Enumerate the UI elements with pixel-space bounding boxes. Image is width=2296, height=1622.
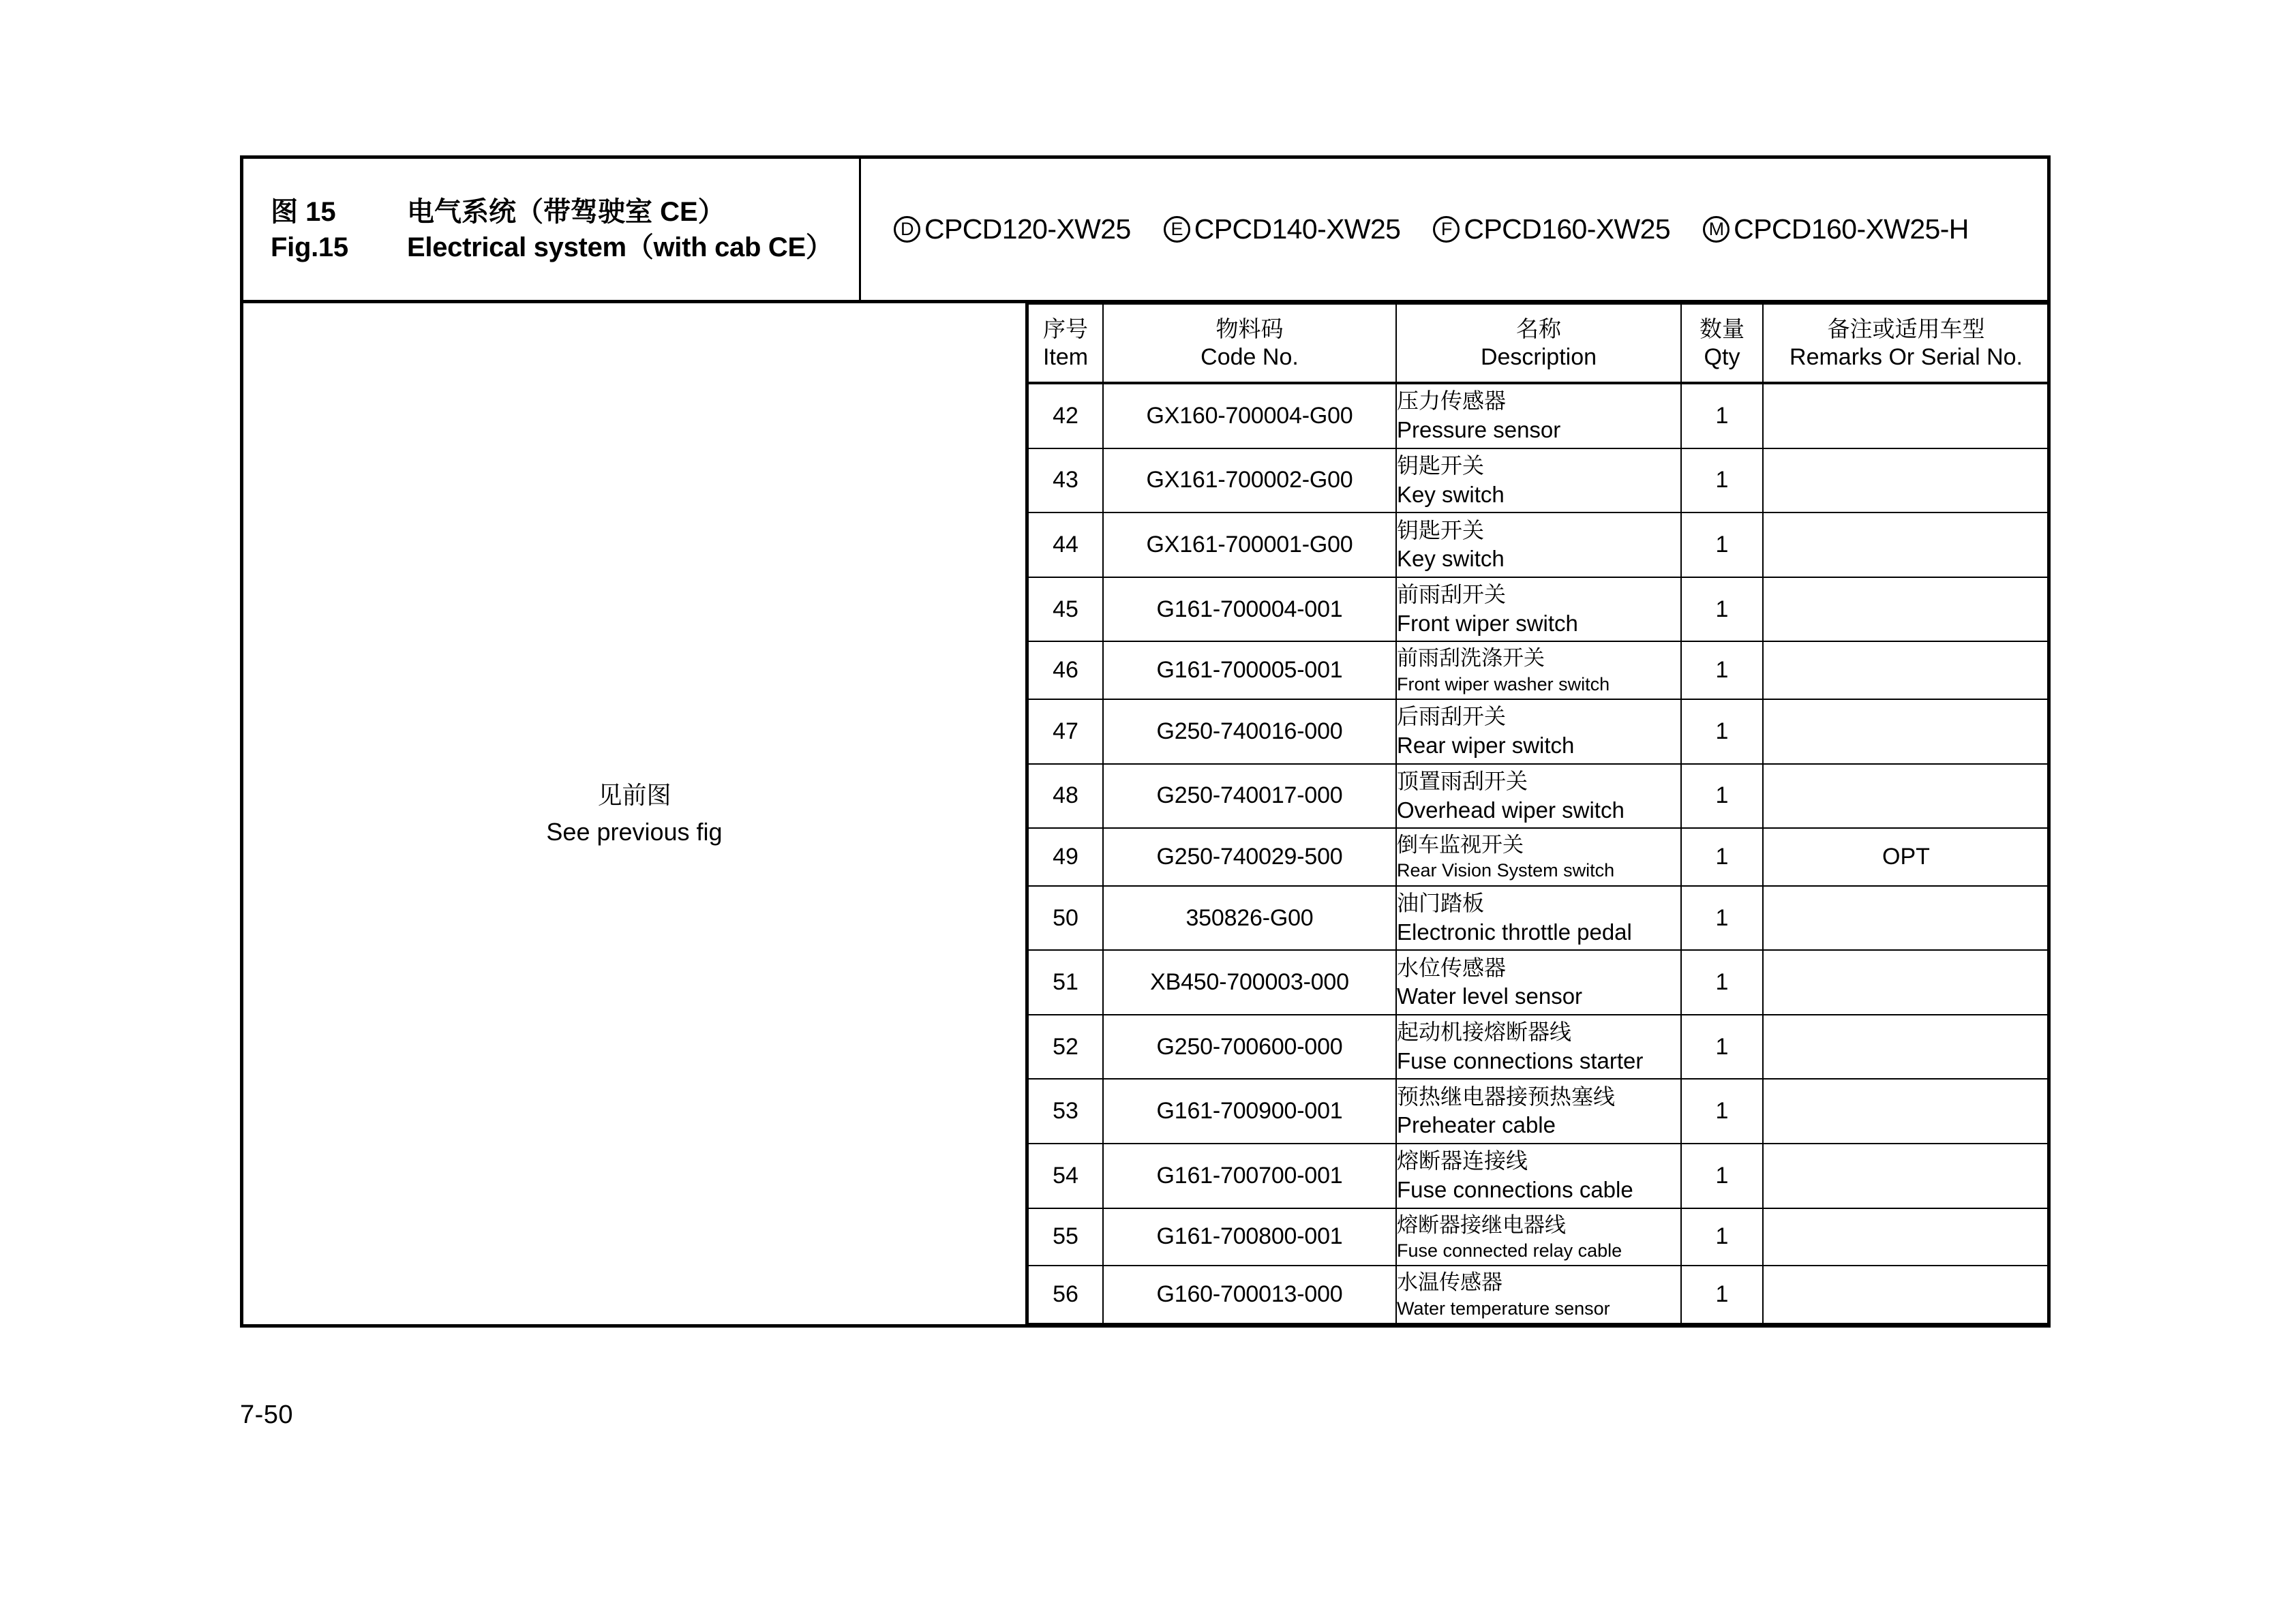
column-header-description-en: Description (1480, 343, 1597, 370)
cell-remarks (1763, 1144, 2049, 1208)
cell-qty: 1 (1681, 699, 1763, 764)
column-header-item (1028, 304, 1103, 383)
table-row (1028, 1208, 2049, 1266)
description-cn: 油门踏板 (1397, 891, 1485, 916)
cell-remarks (1763, 1079, 2049, 1144)
table-row (1028, 886, 2049, 951)
description-en: Front wiper washer switch (1397, 673, 1610, 694)
cell-code-no: G250-740017-000 (1103, 764, 1396, 829)
parts-table-head (1028, 304, 2049, 383)
cell-item: 51 (1028, 950, 1103, 1015)
cell-qty: 1 (1681, 1015, 1763, 1080)
model-code-d: CPCD120-XW25 (924, 213, 1131, 245)
circled-letter-e-icon: E (1164, 216, 1190, 243)
circled-letter-m-icon: M (1703, 216, 1729, 243)
cell-item: 54 (1028, 1144, 1103, 1208)
page-number: 7-50 (240, 1401, 294, 1429)
cell-remarks (1763, 1208, 2049, 1266)
cell-code-no: G161-700005-001 (1103, 641, 1396, 699)
cell-code-no: G250-740016-000 (1103, 699, 1396, 764)
column-header-item-cn: 序号 (1043, 316, 1088, 341)
description-en: Preheater cable (1397, 1112, 1556, 1138)
cell-code-no: G161-700004-001 (1103, 577, 1396, 642)
cell-code-no: G250-700600-000 (1103, 1015, 1396, 1080)
parts-table-container (1025, 303, 2050, 1324)
description-en: Rear wiper switch (1397, 732, 1575, 758)
figure-illustration-panel (243, 303, 1025, 1324)
cell-code-no: GX161-700002-G00 (1103, 448, 1396, 513)
figure-title-en-line (271, 230, 859, 265)
cell-remarks (1763, 1266, 2049, 1323)
description-cn: 熔断器接继电器线 (1397, 1212, 1566, 1237)
model-entry-m (1703, 213, 1969, 245)
description-cn: 前雨刮洗涤开关 (1397, 646, 1545, 671)
description-cn: 熔断器连接线 (1397, 1148, 1528, 1174)
figure-note-cn: 见前图 (597, 781, 671, 809)
figure-note-en: See previous fig (546, 818, 723, 846)
figure-title-cn: 电气系统（带驾驶室 CE） (407, 196, 725, 227)
cell-remarks (1763, 512, 2049, 577)
table-row (1028, 1015, 2049, 1080)
table-row (1028, 383, 2049, 448)
cell-item: 53 (1028, 1079, 1103, 1144)
model-codes-panel (861, 159, 2047, 300)
description-en: Water temperature sensor (1397, 1298, 1610, 1319)
figure-title-en: Electrical system（with cab CE） (407, 232, 833, 262)
description-cn: 预热继电器接预热塞线 (1397, 1084, 1616, 1109)
cell-qty: 1 (1681, 1144, 1763, 1208)
description-en: Fuse connections cable (1397, 1176, 1633, 1202)
description-en: Key switch (1397, 481, 1505, 507)
description-cn: 水温传感器 (1397, 1270, 1502, 1295)
cell-qty: 1 (1681, 1208, 1763, 1266)
model-entry-d (894, 213, 1131, 245)
figure-number-cn: 图 15 (271, 196, 336, 227)
cell-description (1396, 1079, 1681, 1144)
cell-remarks (1763, 764, 2049, 829)
cell-item: 50 (1028, 886, 1103, 951)
cell-code-no: G161-700800-001 (1103, 1208, 1396, 1266)
column-header-code (1103, 304, 1396, 383)
page-body (243, 300, 2047, 1324)
cell-item: 46 (1028, 641, 1103, 699)
column-header-qty (1681, 304, 1763, 383)
model-code-e: CPCD140-XW25 (1194, 213, 1401, 245)
cell-qty: 1 (1681, 448, 1763, 513)
model-entry-f (1433, 213, 1670, 245)
description-cn: 水位传感器 (1397, 955, 1507, 980)
figure-title-cn-line (271, 194, 859, 230)
cell-remarks (1763, 1015, 2049, 1080)
cell-remarks: OPT (1763, 828, 2049, 886)
cell-item: 49 (1028, 828, 1103, 886)
figure-number-en: Fig.15 (271, 232, 348, 262)
cell-description (1396, 1208, 1681, 1266)
catalog-page-frame (240, 155, 2051, 1328)
description-en: Key switch (1397, 546, 1505, 572)
description-en: Overhead wiper switch (1397, 797, 1625, 823)
table-row (1028, 1079, 2049, 1144)
cell-description (1396, 828, 1681, 886)
model-code-m: CPCD160-XW25-H (1734, 213, 1969, 245)
description-cn: 后雨刮开关 (1397, 704, 1507, 729)
cell-code-no: G161-700700-001 (1103, 1144, 1396, 1208)
parts-table-body (1028, 383, 2049, 1323)
column-header-item-en: Item (1042, 343, 1089, 370)
column-header-qty-en: Qty (1704, 343, 1740, 370)
circled-letter-d-icon: D (894, 216, 920, 243)
cell-description (1396, 1266, 1681, 1323)
column-header-description (1396, 304, 1681, 383)
title-block (243, 159, 2047, 300)
table-row (1028, 699, 2049, 764)
cell-code-no: G160-700013-000 (1103, 1266, 1396, 1323)
cell-code-no: G250-740029-500 (1103, 828, 1396, 886)
description-cn: 钥匙开关 (1397, 517, 1485, 542)
description-en: Pressure sensor (1397, 417, 1561, 442)
table-row (1028, 828, 2049, 886)
cell-description (1396, 448, 1681, 513)
description-en: Fuse connections starter (1397, 1047, 1644, 1073)
description-en: Water level sensor (1397, 983, 1583, 1009)
cell-qty: 1 (1681, 1079, 1763, 1144)
description-cn: 顶置雨刮开关 (1397, 768, 1528, 793)
description-en: Front wiper switch (1397, 610, 1578, 636)
cell-item: 43 (1028, 448, 1103, 513)
parts-table (1027, 303, 2050, 1324)
cell-description (1396, 512, 1681, 577)
table-row (1028, 577, 2049, 642)
column-header-code-cn: 物料码 (1215, 316, 1284, 341)
cell-description (1396, 764, 1681, 829)
description-cn: 倒车监视开关 (1397, 833, 1524, 857)
table-row (1028, 448, 2049, 513)
cell-remarks (1763, 950, 2049, 1015)
cell-item: 47 (1028, 699, 1103, 764)
cell-qty: 1 (1681, 577, 1763, 642)
cell-qty: 1 (1681, 950, 1763, 1015)
cell-description (1396, 1144, 1681, 1208)
cell-item: 48 (1028, 764, 1103, 829)
model-code-f: CPCD160-XW25 (1464, 213, 1671, 245)
cell-description (1396, 641, 1681, 699)
description-cn: 压力传感器 (1397, 388, 1507, 414)
cell-qty: 1 (1681, 828, 1763, 886)
cell-qty: 1 (1681, 886, 1763, 951)
column-header-remarks-cn: 备注或适用车型 (1827, 316, 1985, 341)
cell-code-no: G161-700900-001 (1103, 1079, 1396, 1144)
cell-item: 45 (1028, 577, 1103, 642)
cell-remarks (1763, 886, 2049, 951)
description-cn: 起动机接熔断器线 (1397, 1020, 1572, 1045)
cell-description (1396, 699, 1681, 764)
cell-remarks (1763, 383, 2049, 448)
cell-qty: 1 (1681, 1266, 1763, 1323)
cell-item: 55 (1028, 1208, 1103, 1266)
description-en: Fuse connected relay cable (1397, 1240, 1622, 1261)
cell-description (1396, 886, 1681, 951)
cell-qty: 1 (1681, 512, 1763, 577)
table-row (1028, 641, 2049, 699)
table-row (1028, 1266, 2049, 1323)
cell-code-no: GX161-700001-G00 (1103, 512, 1396, 577)
cell-remarks (1763, 699, 2049, 764)
cell-description (1396, 383, 1681, 448)
column-header-remarks (1763, 304, 2049, 383)
column-header-qty-cn: 数量 (1700, 316, 1744, 341)
description-en: Rear Vision System switch (1397, 860, 1615, 881)
table-row (1028, 950, 2049, 1015)
model-entry-e (1164, 213, 1401, 245)
cell-code-no: 350826-G00 (1103, 886, 1396, 951)
description-cn: 前雨刮开关 (1397, 582, 1507, 607)
cell-code-no: XB450-700003-000 (1103, 950, 1396, 1015)
cell-item: 52 (1028, 1015, 1103, 1080)
parts-table-header-row (1028, 304, 2049, 383)
description-en: Electronic throttle pedal (1397, 919, 1632, 945)
cell-remarks (1763, 448, 2049, 513)
cell-item: 42 (1028, 383, 1103, 448)
circled-letter-f-icon: F (1433, 216, 1460, 243)
cell-description (1396, 577, 1681, 642)
figure-title (243, 159, 861, 300)
cell-code-no: GX160-700004-G00 (1103, 383, 1396, 448)
table-row (1028, 512, 2049, 577)
cell-description (1396, 950, 1681, 1015)
column-header-code-en: Code No. (1200, 343, 1299, 370)
column-header-description-cn: 名称 (1516, 316, 1561, 341)
table-row (1028, 1144, 2049, 1208)
cell-qty: 1 (1681, 641, 1763, 699)
cell-qty: 1 (1681, 764, 1763, 829)
model-code-list (894, 213, 1969, 245)
cell-remarks (1763, 577, 2049, 642)
cell-item: 44 (1028, 512, 1103, 577)
cell-item: 56 (1028, 1266, 1103, 1323)
column-header-remarks-en: Remarks Or Serial No. (1789, 343, 2023, 370)
figure-reference-note (546, 777, 722, 851)
table-row (1028, 764, 2049, 829)
cell-description (1396, 1015, 1681, 1080)
cell-remarks (1763, 641, 2049, 699)
cell-qty: 1 (1681, 383, 1763, 448)
description-cn: 钥匙开关 (1397, 453, 1485, 478)
